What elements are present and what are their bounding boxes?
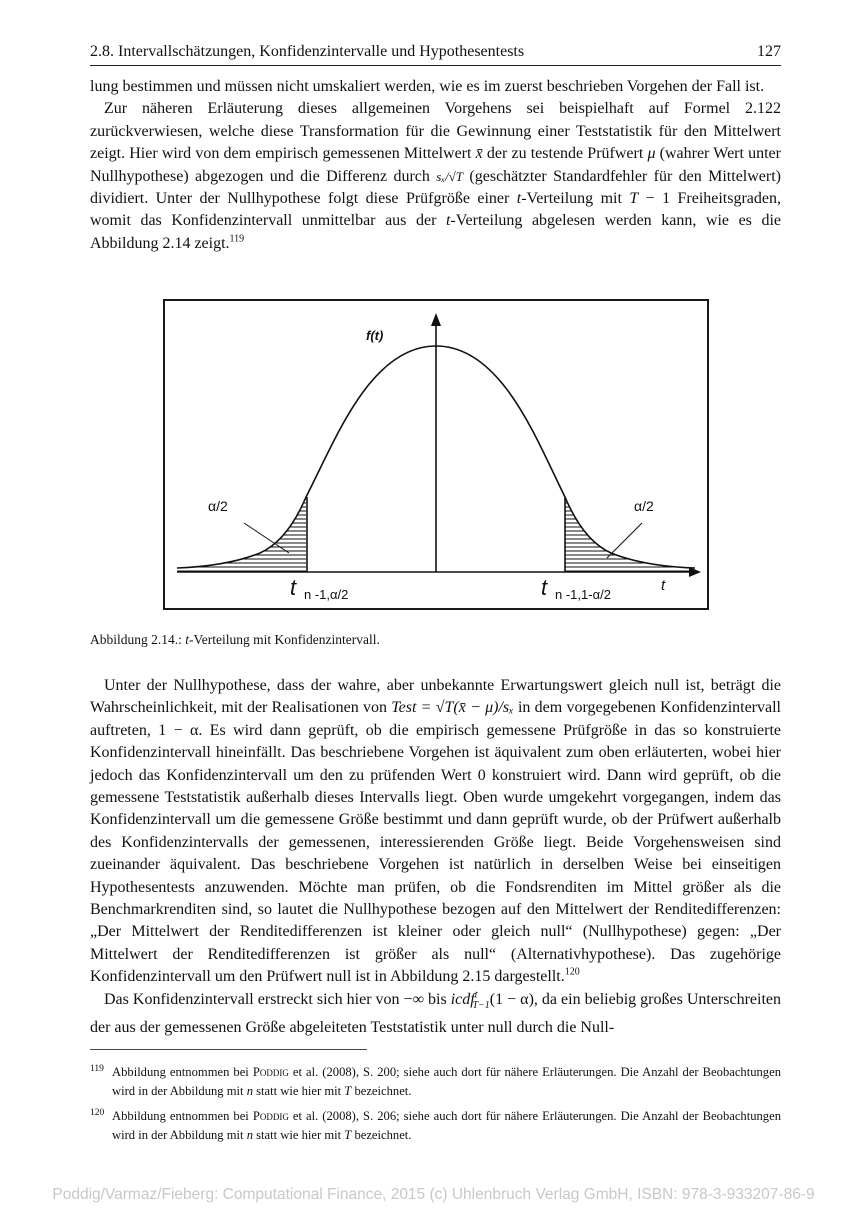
text-run: Abbildung entnommen bei: [112, 1109, 253, 1123]
text-run: (geschätzter Standardfehler für den Mittelwert) dividiert. Unter der Nullhypothese folgt diese Prüfgröße einer: [90, 167, 781, 208]
math-T: T: [344, 1083, 352, 1098]
right-alpha-label: α/2: [634, 498, 654, 514]
math-n: n: [246, 1127, 253, 1142]
footnote-mark: 119: [90, 1064, 104, 1074]
math-test-statistic: Test = √T(x̄ − μ)/sₓ: [391, 699, 514, 717]
left-alpha-label: α/2: [208, 498, 228, 514]
text-run: statt wie hier mit: [252, 1127, 345, 1142]
left-tail-area: [177, 497, 306, 572]
author-name: Poddig: [252, 1109, 289, 1123]
math-std-error: sₓ/√T: [436, 168, 464, 184]
body-text-top: [90, 76, 781, 255]
right-critical-value-t: t: [541, 575, 548, 600]
x-axis-label: t: [661, 577, 666, 594]
y-axis-arrow-icon: [431, 313, 441, 326]
math-t: t: [516, 190, 522, 208]
text-run: statt wie hier mit: [252, 1083, 345, 1098]
paragraph-1: lung bestimmen und müssen nicht umskaliert werden, wie es im zuerst beschrieben Vorgehen der Fall ist.: [90, 78, 765, 95]
caption-math-t: t: [185, 632, 190, 647]
text-run: (wahrer Wert unter Nullhypothese) abgezogen und die Differenz durch: [90, 145, 781, 185]
body-text-bottom: [90, 675, 781, 1040]
paragraph-4: [90, 989, 781, 1040]
author-name: Poddig: [252, 1065, 289, 1079]
figure-caption: [90, 631, 380, 649]
text-run: -Verteilung abgelesen werden kann, wie es die Abbildung 2.14 zeigt.: [90, 212, 781, 252]
footnote-ref-120[interactable]: 120: [564, 966, 580, 978]
text-run: -Verteilung mit: [521, 190, 630, 208]
paragraph-2: [90, 98, 781, 255]
footnote-119: [90, 1063, 781, 1100]
text-run: et al. (2008), S. 206; siehe auch dort für nähere Erläuterungen. Die Anzahl der Beobachtungen wird in der Abbildung mit: [112, 1109, 781, 1142]
caption-text: -Verteilung mit Konfidenzintervall.: [189, 632, 380, 647]
page-number: 127: [757, 43, 781, 60]
text-run: bezeichnet.: [351, 1127, 412, 1142]
text-run: in dem vorgegebenen Konfidenzintervall auftreten, 1 − α. Es wird dann geprüft, ob die empirisch gemessene Prüfgröße in das so konstruierte Konfidenzintervall hineinfällt. Das beschriebene Vorgehen ist äquivalent zum oben erläuterten, wobei hier jedoch das Konfidenzintervall um den zu prüfenden Wert 0 konstruiert wird. Dann wird geprüft, ob die gemessene Teststatistik außerhalb dieses Intervalls liegt. Oben wurde umgekehrt vorgegangen, indem das Konfidenzintervall um die gemessene Größe bestimmt und dann geprüft wurde, ob der Prüfwert außerhalb des Konfidenzintervalls der gemessenen, interessierenden Größe liegt. Beide Vorgehensweisen sind zueinander äquivalent. Das beschriebene Vorgehen ist natürlich in derselben Weise bei einseitigen Hypothesentests anzuwenden. Möchte man prüfen, ob die Fondsrenditen im Mittel größer als die Benchmarkrenditen sind, so lautet die Nullhypothese bezogen auf den Mittelwert der Renditedifferenzen: „Der Mittelwert der Renditedifferenzen ist kleiner oder gleich null“ (Nullhypothese) gegen: „Der Mittelwert der Renditedifferenzen ist größer als null“ (Alternativhypothese). Das zugehörige Konfidenzintervall um den Prüfwert null ist in Abbildung 2.15 dargestellt.: [90, 699, 782, 986]
section-title: 2.8. Intervallschätzungen, Konfidenzintervalle und Hypothesentests: [90, 43, 525, 60]
text-run: Das Konfidenzintervall erstreckt sich hier von −∞ bis: [104, 990, 451, 1008]
text-run: bezeichnet.: [351, 1083, 412, 1098]
math-icdf: icdf: [450, 990, 475, 1008]
math-T: T: [629, 190, 639, 208]
footnote-separator: [90, 1049, 367, 1050]
text-run: − 1 Freiheitsgraden, womit das Konfidenzintervall unmittelbar aus der: [90, 190, 782, 230]
math-t: t: [445, 212, 451, 230]
math-n: n: [246, 1083, 253, 1098]
math-T: T: [344, 1127, 352, 1142]
t-distribution-plot: [165, 301, 707, 608]
footnote-ref-119[interactable]: 119: [229, 233, 245, 245]
footnotes: [90, 1063, 781, 1151]
text-run: , da ein beliebig großes Unterschreiten der aus der gemessenen Größe abgeleiteten Teststatistik unter null durch die Null-: [90, 990, 782, 1037]
text-run: Unter der Nullhypothese, dass der wahre, aber unbekannte Erwartungswert gleich null ist, beträgt die Wahrscheinlichkeit, mit der Realisationen von: [90, 677, 781, 717]
text-run: der zu testende Prüfwert: [482, 145, 648, 163]
figure-t-distribution: [163, 299, 709, 610]
left-critical-value-subscript: n -1,α/2: [304, 587, 349, 602]
text-run: et al. (2008), S. 200; siehe auch dort für nähere Erläuterungen. Die Anzahl der Beobachtungen wird in der Abbildung mit: [112, 1065, 781, 1098]
math-sup: t: [474, 989, 478, 1001]
text-run: Abbildung entnommen bei: [112, 1065, 253, 1079]
footnote-120: [90, 1107, 781, 1144]
math-xbar: x̄: [475, 145, 483, 163]
y-axis-label: f(t): [366, 328, 384, 343]
caption-prefix: Abbildung 2.14.:: [90, 632, 186, 647]
footnote-mark: 120: [90, 1108, 105, 1118]
copyright-watermark: Poddig/Varmaz/Fieberg: Computational Finance, 2015 (c) Uhlenbruch Verlag GmbH, ISBN: 978-3-933207-86-9: [52, 1186, 815, 1203]
left-critical-value-t: t: [290, 575, 297, 600]
math-sub: T−1: [472, 999, 490, 1011]
paragraph-3: [90, 675, 781, 989]
right-critical-value-subscript: n -1,1-α/2: [555, 587, 611, 602]
running-header: [90, 41, 781, 66]
math-mu: μ: [647, 145, 656, 163]
text-run: Zur näheren Erläuterung dieses allgemeinen Vorgehens sei beispielhaft auf Formel 2.122 zurückverwiesen, welche diese Transformation für die Gewinnung einer Teststatistik für den Mittelwert zeigt. Hier wird von dem empirisch gemessenen Mittelwert: [90, 100, 781, 163]
math-argument: (1 − α): [489, 990, 534, 1008]
